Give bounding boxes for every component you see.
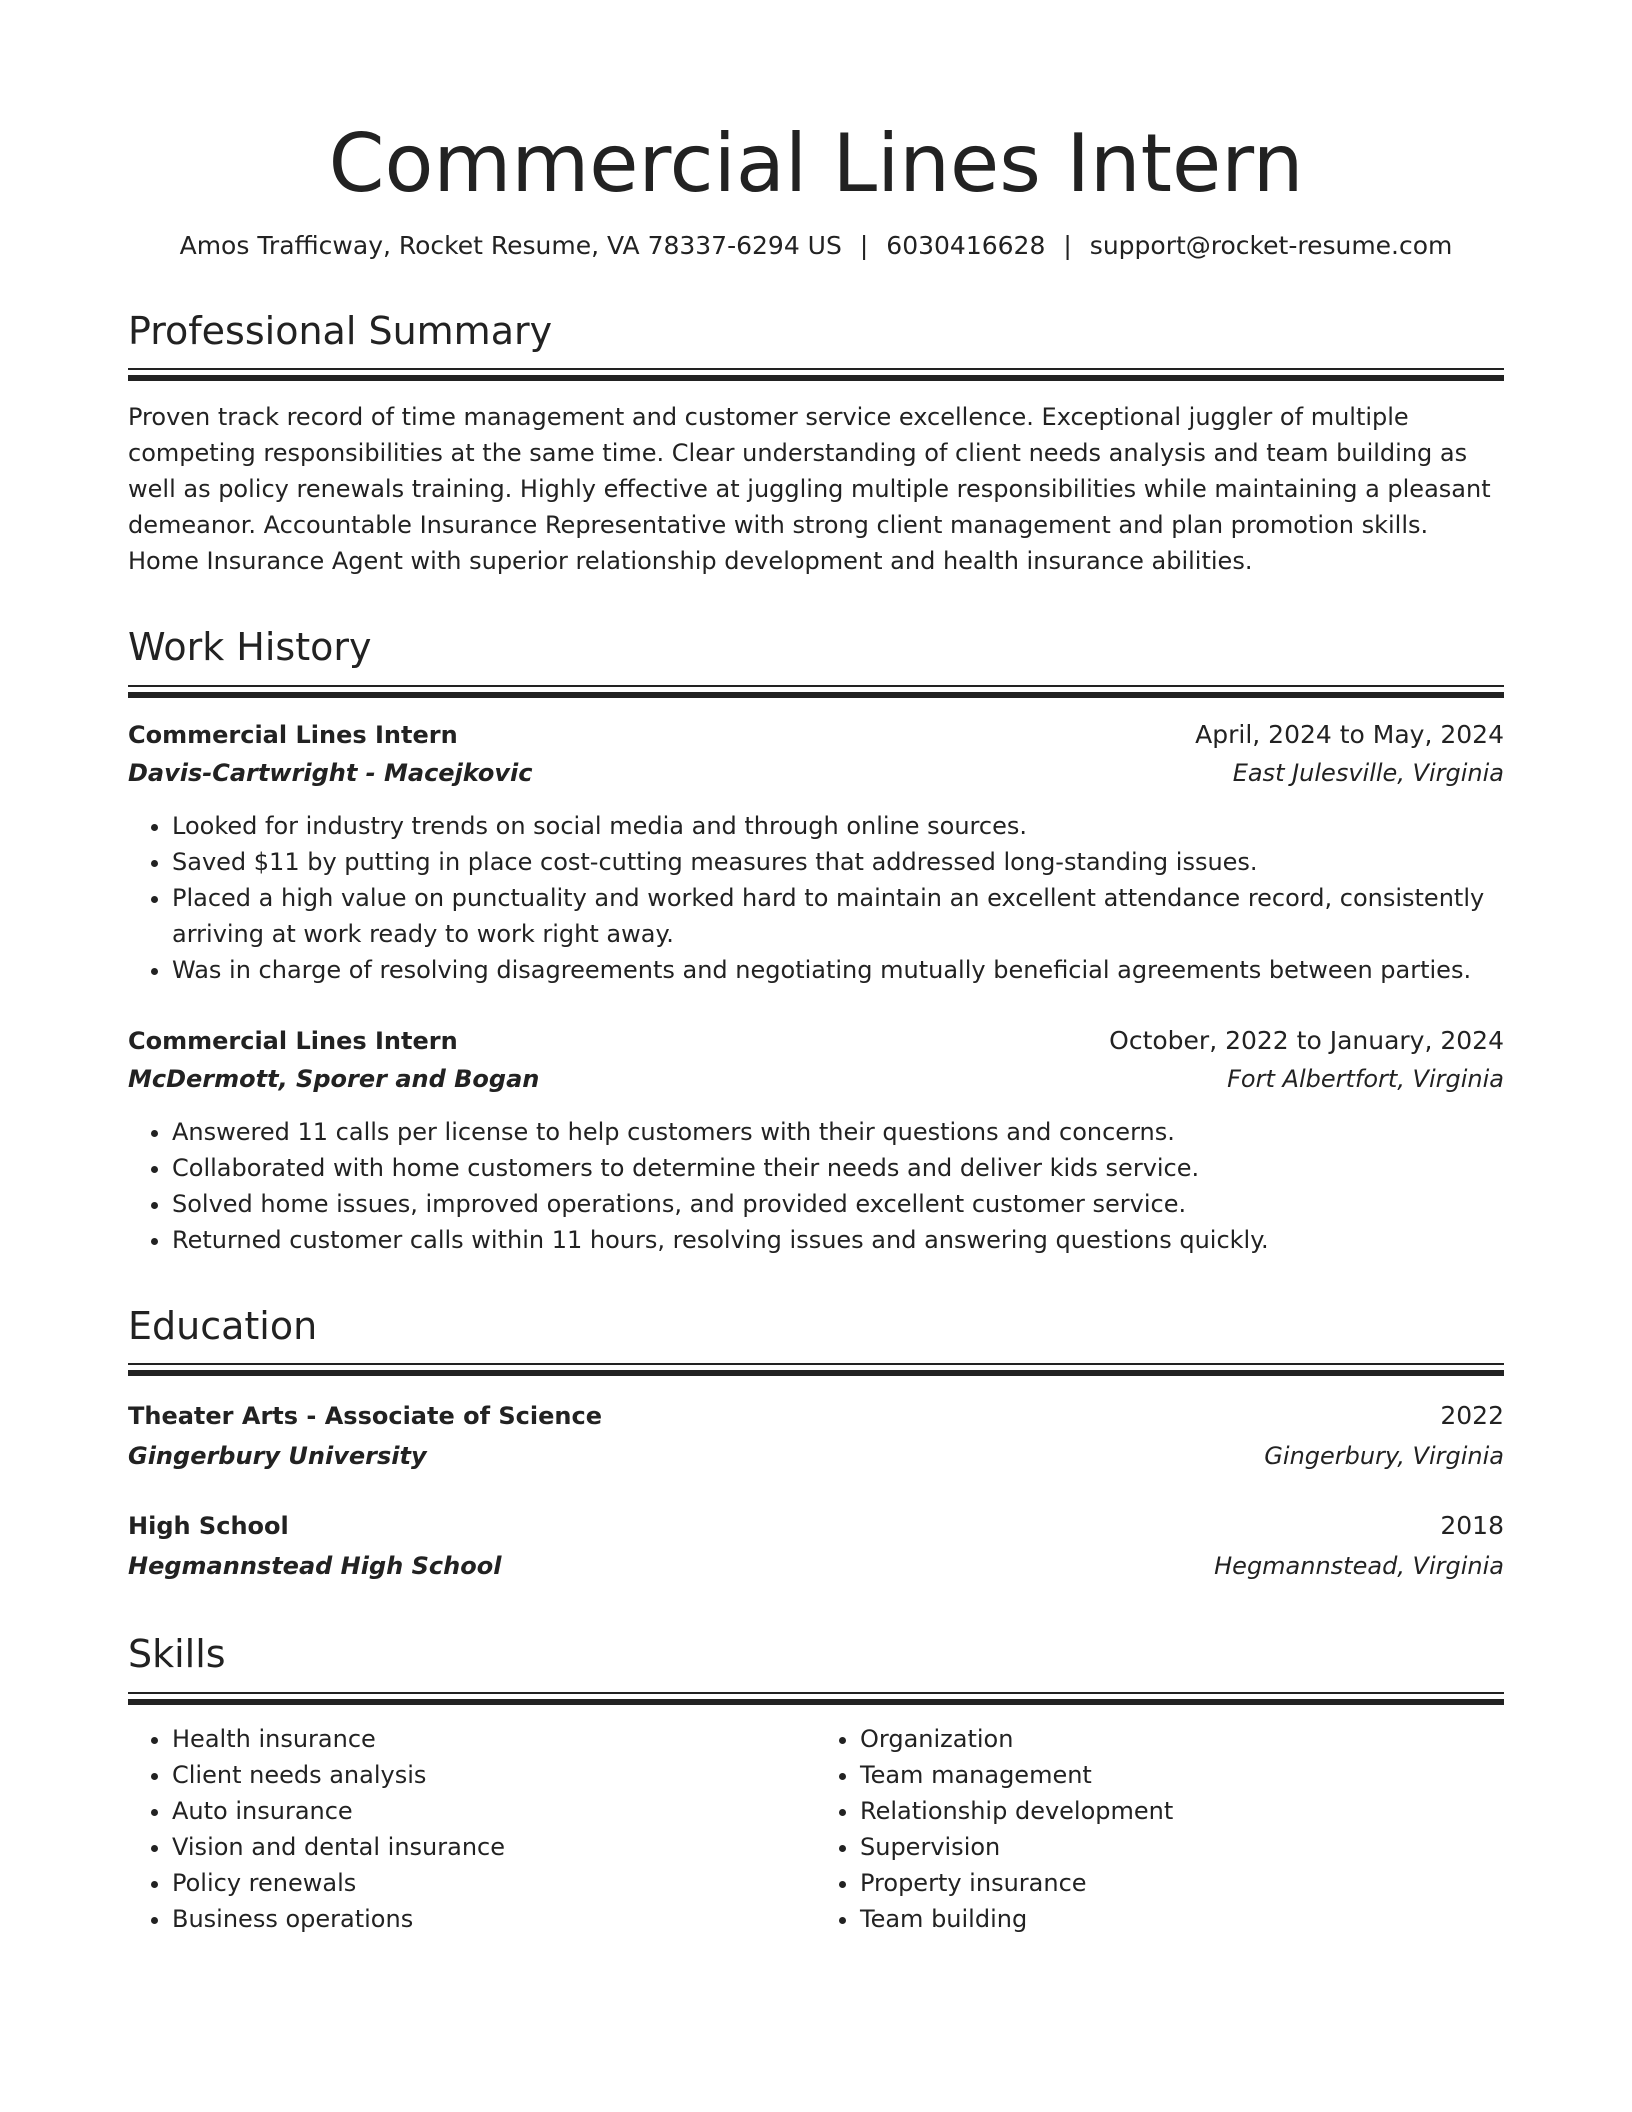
work-history-heading: Work History [128,625,372,670]
job-entry [128,716,1504,988]
skill-item: • Supervision [860,1829,1504,1865]
job-location: East Julesville, Virginia [1232,758,1504,787]
work-history-section [128,625,1504,1258]
skill-item: • Property insurance [860,1865,1504,1901]
skills-grid [128,1721,1504,1937]
skills-column-left [128,1721,816,1937]
skill-item: • Team building [860,1901,1504,1937]
contact-separator: | [859,231,869,260]
job-company: McDermott, Sporer and Bogan [128,1064,540,1093]
skill-item: • Policy renewals [172,1865,816,1901]
list-item: • Was in charge of resolving disagreements and negotiating mutually beneficial agreements between parties. [172,952,1504,988]
education-school: Gingerbury University [128,1442,427,1471]
education-year: 2022 [1440,1401,1504,1431]
skill-item: • Auto insurance [172,1793,816,1829]
education-location: Hegmannstead, Virginia [1214,1552,1504,1581]
list-item: • Looked for industry trends on social media and through online sources. [172,808,1504,844]
job-location: Fort Albertfort, Virginia [1227,1064,1504,1093]
education-section [128,1304,1504,1587]
contact-phone: 6030416628 [886,231,1046,260]
skills-heading: Skills [128,1632,226,1677]
skills-section [128,1632,1504,1937]
education-entry [128,1506,1504,1586]
job-company: Davis-Cartwright - Macejkovic [128,758,533,787]
skills-column-right [816,1721,1504,1937]
job-dates: October, 2022 to January, 2024 [1109,1025,1504,1055]
skill-item: • Health insurance [172,1721,816,1757]
section-divider [128,685,1504,698]
job-role: Commercial Lines Intern [128,720,458,749]
list-item: • Collaborated with home customers to determine their needs and deliver kids service. [172,1150,1504,1186]
section-divider [128,368,1504,381]
education-entry [128,1396,1504,1476]
education-heading: Education [128,1303,318,1348]
education-degree: Theater Arts - Associate of Science [128,1402,602,1431]
job-dates: April, 2024 to May, 2024 [1195,719,1504,749]
job-entry [128,1022,1504,1258]
section-divider [128,1363,1504,1376]
list-item: • Placed a high value on punctuality and worked hard to maintain an excellent attendance record, consistently arriving at work ready to work right away. [172,880,1504,952]
job-role: Commercial Lines Intern [128,1026,458,1055]
contact-address: Amos Trafficway, Rocket Resume, VA 78337-6294 US [179,231,842,260]
skill-item: • Client needs analysis [172,1757,816,1793]
skill-item: • Business operations [172,1901,816,1937]
summary-section [128,309,1504,580]
job-bullets [128,808,1504,988]
skill-item: • Team management [860,1757,1504,1793]
list-item: • Returned customer calls within 11 hours, resolving issues and answering questions quickly. [172,1222,1504,1258]
job-bullets [128,1114,1504,1258]
resume-title: Commercial Lines Intern [328,117,1304,210]
skill-item: • Vision and dental insurance [172,1829,816,1865]
education-location: Gingerbury, Virginia [1264,1442,1504,1471]
section-divider [128,1692,1504,1705]
contact-line [128,230,1504,263]
summary-text: Proven track record of time management and customer service excellence. Exceptional juggler of multiple competing responsibilities at the same time. Clear understanding of client needs analysis and team building as well as policy renewals training. Highly effective at juggling multiple responsibilities while maintaining a pleasant demeanor. Accountable Insurance Representative with strong client management and plan promotion skills. Home Insurance Agent with superior relationship development and health insurance abilities. [128,403,1491,576]
education-year: 2018 [1440,1511,1504,1541]
education-degree: High School [128,1512,289,1541]
contact-email: support@rocket-resume.com [1089,231,1453,260]
summary-heading: Professional Summary [128,308,553,353]
list-item: • Answered 11 calls per license to help customers with their questions and concerns. [172,1114,1504,1150]
education-school: Hegmannstead High School [128,1552,502,1581]
skill-item: • Organization [860,1721,1504,1757]
contact-separator: | [1063,231,1072,260]
list-item: • Solved home issues, improved operations, and provided excellent customer service. [172,1186,1504,1222]
list-item: • Saved $11 by putting in place cost-cutting measures that addressed long-standing issues. [172,844,1504,880]
skill-item: • Relationship development [860,1793,1504,1829]
